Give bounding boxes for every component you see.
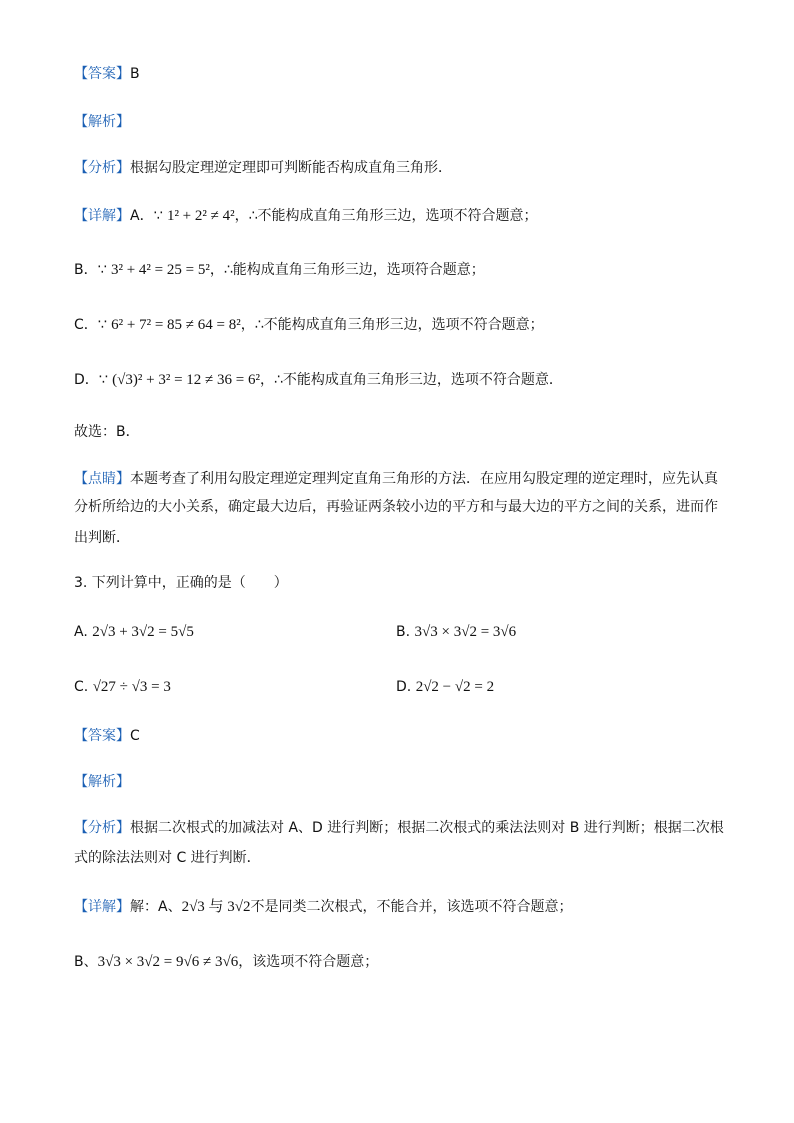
q2-dianjing-line3: 出判断． [74,530,130,546]
answer-value: B [130,66,140,82]
analysis-tag: 【解析】 [74,774,130,790]
detail-B-prefix: B．∵ [74,262,107,278]
q3-stem: 3. 下列计算中，正确的是（ ） [74,575,288,591]
q3-detail-B [74,952,378,972]
detail-A-math: 1² + 2² ≠ 4² [166,208,235,224]
option-C-math: √27 ÷ √3 = 3 [92,679,171,695]
q3-option-D [396,677,494,697]
detail-A-math: 2√3 与 3√2 [181,899,251,915]
dianjing-tag: 【点睛】 [74,471,130,487]
option-A-math: 2√3 + 3√2 = 5√5 [92,624,194,640]
q3-answer-line [74,726,140,746]
dianjing-text-1: 本题考查了利用勾股定理逆定理判定直角三角形的方法．在应用勾股定理的逆定理时，应先认真 [130,471,718,487]
detail-C-math: 6² + 7² = 85 ≠ 64 = 8² [111,317,241,333]
q3-option-B [396,622,516,642]
q3-option-A [74,622,194,642]
fenxi-tag: 【分析】 [74,820,130,836]
detail-D-prefix: D．∵ [74,372,108,388]
q3-option-C [74,677,171,697]
option-D-math: 2√2 − √2 = 2 [415,679,495,695]
q3-analysis-heading [74,772,130,792]
fenxi-tag: 【分析】 [74,160,130,176]
q2-analysis-heading [74,112,130,132]
detail-C-prefix: C．∵ [74,317,107,333]
detail-A-prefix: 解：A、 [130,899,182,915]
detail-B-math: 3√3 × 3√2 = 9√6 ≠ 3√6 [97,954,239,970]
q2-answer-line [74,64,140,84]
answer-value: C [130,728,140,744]
detail-D-text: ，∴不能构成直角三角形三边，选项不符合题意． [259,372,563,388]
detail-A-text: 不是同类二次根式，不能合并，该选项不符合题意； [250,899,573,915]
fenxi-text: 根据勾股定理逆定理即可判断能否构成直角三角形． [130,160,452,176]
option-B-label: B. [396,624,411,640]
answer-tag: 【答案】 [74,728,130,744]
xiangjie-tag: 【详解】 [74,899,130,915]
q2-detail-C [74,315,544,335]
analysis-tag: 【解析】 [74,114,130,130]
q3-detail-A [74,897,573,917]
option-C-label: C. [74,679,89,695]
option-A-label: A. [74,624,88,640]
detail-C-text: ，∴不能构成直角三角形三边，选项不符合题意； [240,317,544,333]
detail-D-math: (√3)² + 3² = 12 ≠ 36 = 6² [112,372,260,388]
option-B-math: 3√3 × 3√2 = 3√6 [414,624,517,640]
q3-fenxi-line2: 式的除法法则对 C 进行判断． [74,850,261,866]
detail-B-prefix: B、 [74,954,98,970]
q2-fenxi-line [74,158,452,178]
q2-detail-D [74,370,563,390]
detail-A-prefix: A．∵ [130,208,163,224]
q3-fenxi-line1 [74,818,724,838]
q2-detail-A [74,206,538,226]
q2-choice: 故选：B． [74,424,140,440]
xiangjie-tag: 【详解】 [74,208,130,224]
detail-B-text: ，该选项不符合题意； [238,954,379,970]
detail-A-text: ，∴不能构成直角三角形三边，选项不符合题意； [234,208,538,224]
q2-detail-B [74,260,485,280]
detail-B-math: 3² + 4² = 25 = 5² [110,262,210,278]
detail-B-text: ，∴能构成直角三角形三边，选项符合题意； [209,262,485,278]
q2-dianjing-line2: 分析所给边的大小关系，确定最大边后，再验证两条较小边的平方和与最大边的平方之间的关系，进而作 [74,499,718,515]
q2-dianjing-line1 [74,469,718,489]
fenxi-text-1: 根据二次根式的加减法对 A、D 进行判断；根据二次根式的乘法法则对 B 进行判断；根据二次根 [130,820,724,836]
option-D-label: D. [396,679,412,695]
answer-tag: 【答案】 [74,66,130,82]
